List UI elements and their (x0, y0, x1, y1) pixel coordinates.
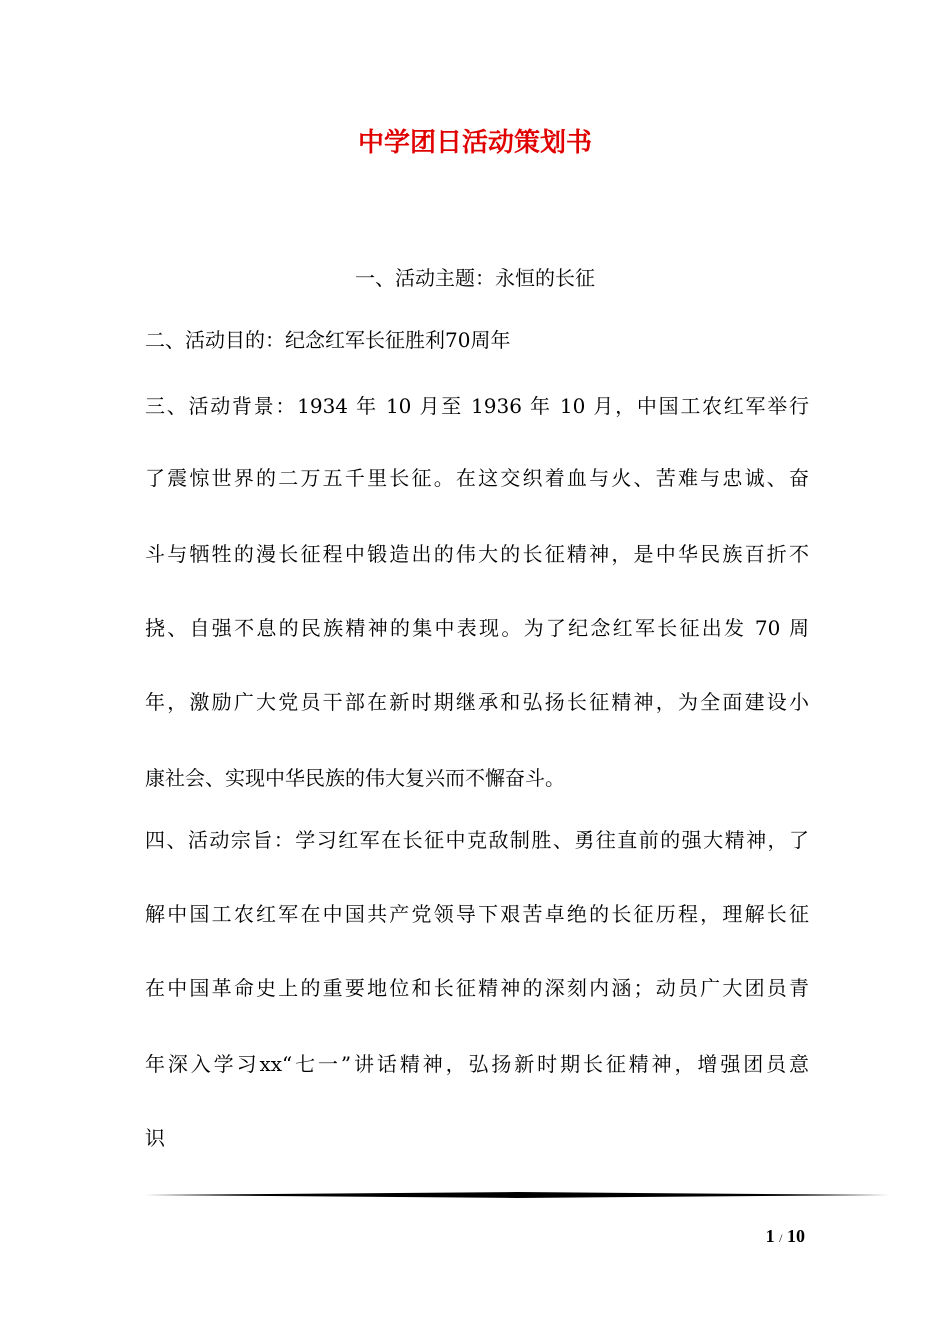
page-separator: / (779, 1231, 783, 1245)
section-background-line-5: 年，激励广大党员干部在新时期继承和弘扬长征精神，为全面建设小 (145, 690, 809, 714)
footer-divider (145, 1192, 889, 1198)
section-background-line-6: 康社会、实现中华民族的伟大复兴而不懈奋斗。 (145, 766, 565, 790)
document-title: 中学团日活动策划书 (357, 128, 592, 158)
page-current: 1 (765, 1226, 775, 1246)
section-background-line-3: 斗与牺牲的漫长征程中锻造出的伟大的长征精神，是中华民族百折不 (145, 542, 809, 566)
section-background-line-2: 了震惊世界的二万五千里长征。在这交织着血与火、苦难与忠诚、奋 (145, 466, 809, 490)
section-aim-line-1: 四、活动宗旨：学习红军在长征中克敌制胜、勇往直前的强大精神，了 (145, 828, 809, 852)
section-aim-line-5: 识 (145, 1126, 165, 1150)
section-aim-line-3: 在中国革命史上的重要地位和长征精神的深刻内涵；动员广大团员青 (145, 976, 809, 1000)
section-aim-line-2: 解中国工农红军在中国共产党领导下艰苦卓绝的长征历程，理解长征 (145, 902, 809, 926)
section-theme: 一、活动主题：永恒的长征 (355, 266, 595, 290)
page-total: 10 (787, 1226, 805, 1246)
section-purpose: 二、活动目的：纪念红军长征胜利70周年 (145, 328, 511, 352)
section-background-line-4: 挠、自强不息的民族精神的集中表现。为了纪念红军长征出发 70 周 (145, 616, 809, 640)
section-aim-line-4: 年深入学习xx“七一”讲话精神，弘扬新时期长征精神，增强团员意 (145, 1052, 809, 1076)
page-number (766, 1226, 805, 1247)
section-background-line-1: 三、活动背景：1934 年 10 月至 1936 年 10 月，中国工农红军举行 (145, 394, 809, 418)
